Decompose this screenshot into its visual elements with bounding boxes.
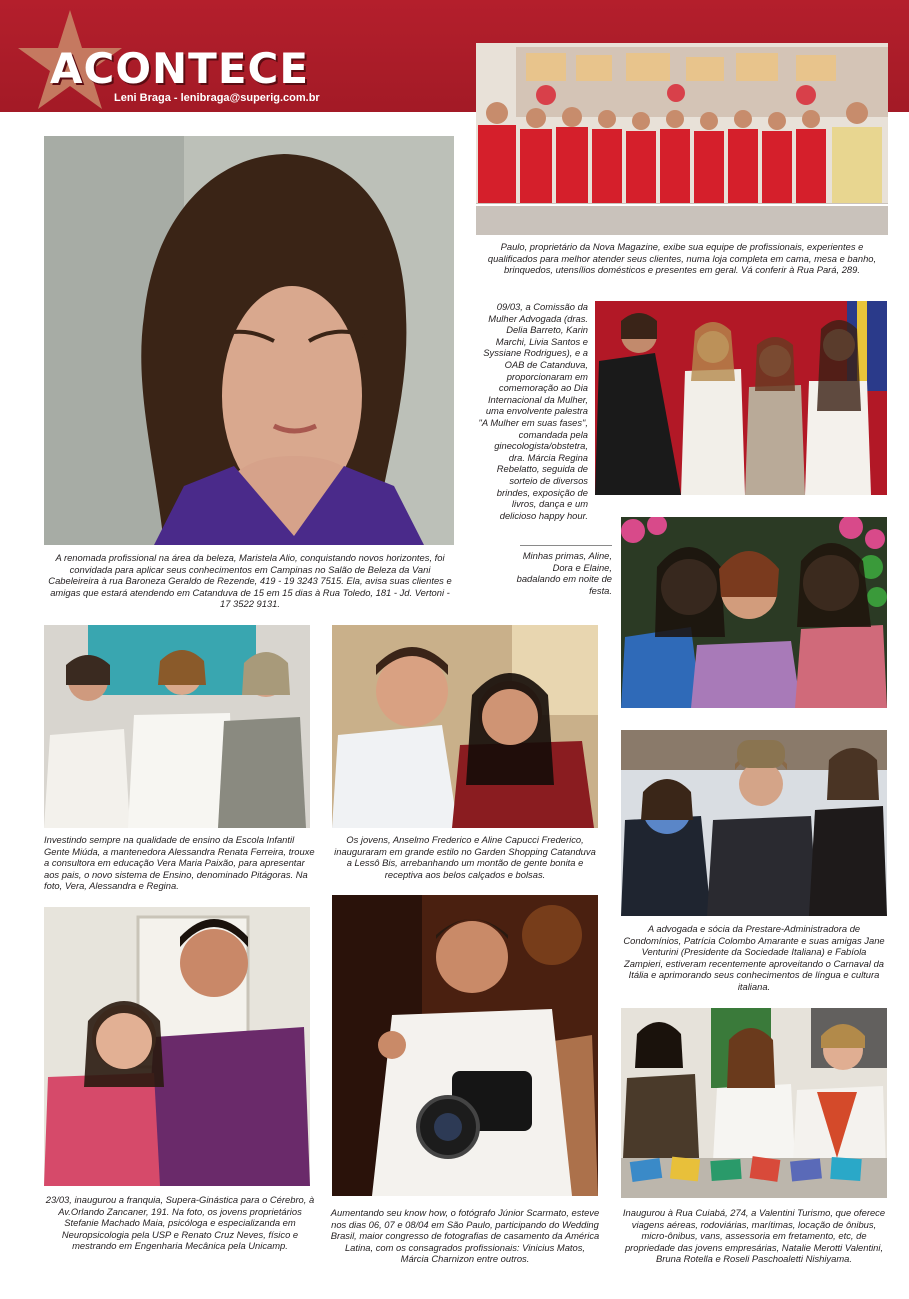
photo-supera xyxy=(44,907,310,1186)
photo-nova-magazine xyxy=(476,43,888,235)
caption-valentini: Inaugurou à Rua Cuiabá, 274, a Valentini Turismo, que oferece viagens aéreas, rodoviárias, marítimas, locação de ônibus, micro-ônibus, vans, assessoria em fretamento, etc, de propriedade das jovens empresárias, Natalie Merotti Valentini, Bruna Rotella e Roseli Paschoaletti Nishiyama. xyxy=(622,1207,886,1265)
photo-valentini xyxy=(621,1008,887,1198)
caption-mulher-advogada: 09/03, a Comissão da Mulher Advogada (dras. Delia Barreto, Karin Marchi, Livia Santos e Syssiane Rodrigues), e a OAB de Catanduva, proporcionaram em comemoração ao Dia Internacional da Mulher, uma envolvente palestra "A Mulher em suas fases", comandada pela ginecologista/obstetra, dra. Márcia Regina Rebelatto, seguida de sorteio de diversos brindes, exposição de livros, dança e um delicioso happy hour. xyxy=(478,301,588,521)
caption-nova-magazine: Paulo, proprietário da Nova Magazine, exibe sua equipe de profissionais, experientes e qualificados para melhor atender seus clientes, numa loja completa em cama, mesa e banho, brinquedos, utensílios domésticos e presentes em geral. Vá conferir à Rua Pará, 289. xyxy=(487,241,877,276)
caption-fotografo: Aumentando seu know how, o fotógrafo Júnior Scarmato, esteve nos dias 06, 07 e 08/04 em São Paulo, participando do Wedding Brasil, maior congresso de fotografias de casamento da América Latina, com os consagrados profissionais: Vinicius Matos, Márcia Charnizon entre outros. xyxy=(330,1207,600,1265)
photo-mulher-advogada xyxy=(595,301,887,495)
photo-prestare xyxy=(621,730,887,916)
caption-primas: Minhas primas, Aline, Dora e Elaine, badalando em noite de festa. xyxy=(516,550,612,596)
photo-fotografo xyxy=(332,895,598,1196)
caption-prestare: A advogada e sócia da Prestare-Administradora de Condomínios, Patrícia Colombo Amarante e suas amigas Jane Venturini (Presidente da Sociedade Italiana) e Fabíola Zampieri, estiveram recentemente aproveitando o Carnaval da Itália e aprimorando seus conhecimentos de língua e cultura italiana. xyxy=(623,923,885,992)
caption-lesso-bis: Os jovens, Anselmo Frederico e Aline Capucci Frederico, inauguraram em grande estilo no Garden Shopping Catanduva a Lessô Bis, arrebanhando um montão de gente bonita e receptiva aos belos calçados e bolsas. xyxy=(334,834,596,880)
photo-primas xyxy=(621,517,887,708)
author-byline: Leni Braga - lenibraga@superig.com.br xyxy=(114,92,320,104)
photo-gente-miuda xyxy=(44,625,310,828)
caption-gente-miuda: Investindo sempre na qualidade de ensino da Escola Infantil Gente Miúda, a mantenedora Alessandra Renata Ferreira, trouxe a consultora em educação Vera Maria Paixão, para apresentar aos pais, o novo sistema de Ensino, denominado Pitágoras. Na foto, Vera, Alessandra e Regina. xyxy=(44,834,315,892)
caption-maristela: A renomada profissional na área da beleza, Maristela Alio, conquistando novos horizontes, foi convidada para aplicar seus conhecimentos em Campinas no Salão de Beleza da Vani Cabeleireira à rua Baroneza Geraldo de Rezende, 419 - 19 3243 7515. Ela, avisa suas clientes e amigas que estará atendendo em Catanduva de 15 em 15 dias à Rua Toledo, 181 - Jd. Vertoni - 17 3522 9131. xyxy=(48,552,452,610)
photo-maristela xyxy=(44,136,454,545)
page-title: ACONTECE xyxy=(50,44,310,93)
caption-supera: 23/03, inaugurou a franquia, Supera-Ginástica para o Cérebro, à Av.Orlando Zancaner, 191. Na foto, os jovens proprietários Stefanie Machado Maia, psicóloga e especializanda em Neuropsicologia pela USP e Renato Cruz Neves, físico e mestrando em Engenharia Mecânica pela Unicamp. xyxy=(45,1194,315,1252)
photo-lesso-bis xyxy=(332,625,598,828)
divider-rule xyxy=(520,545,612,546)
